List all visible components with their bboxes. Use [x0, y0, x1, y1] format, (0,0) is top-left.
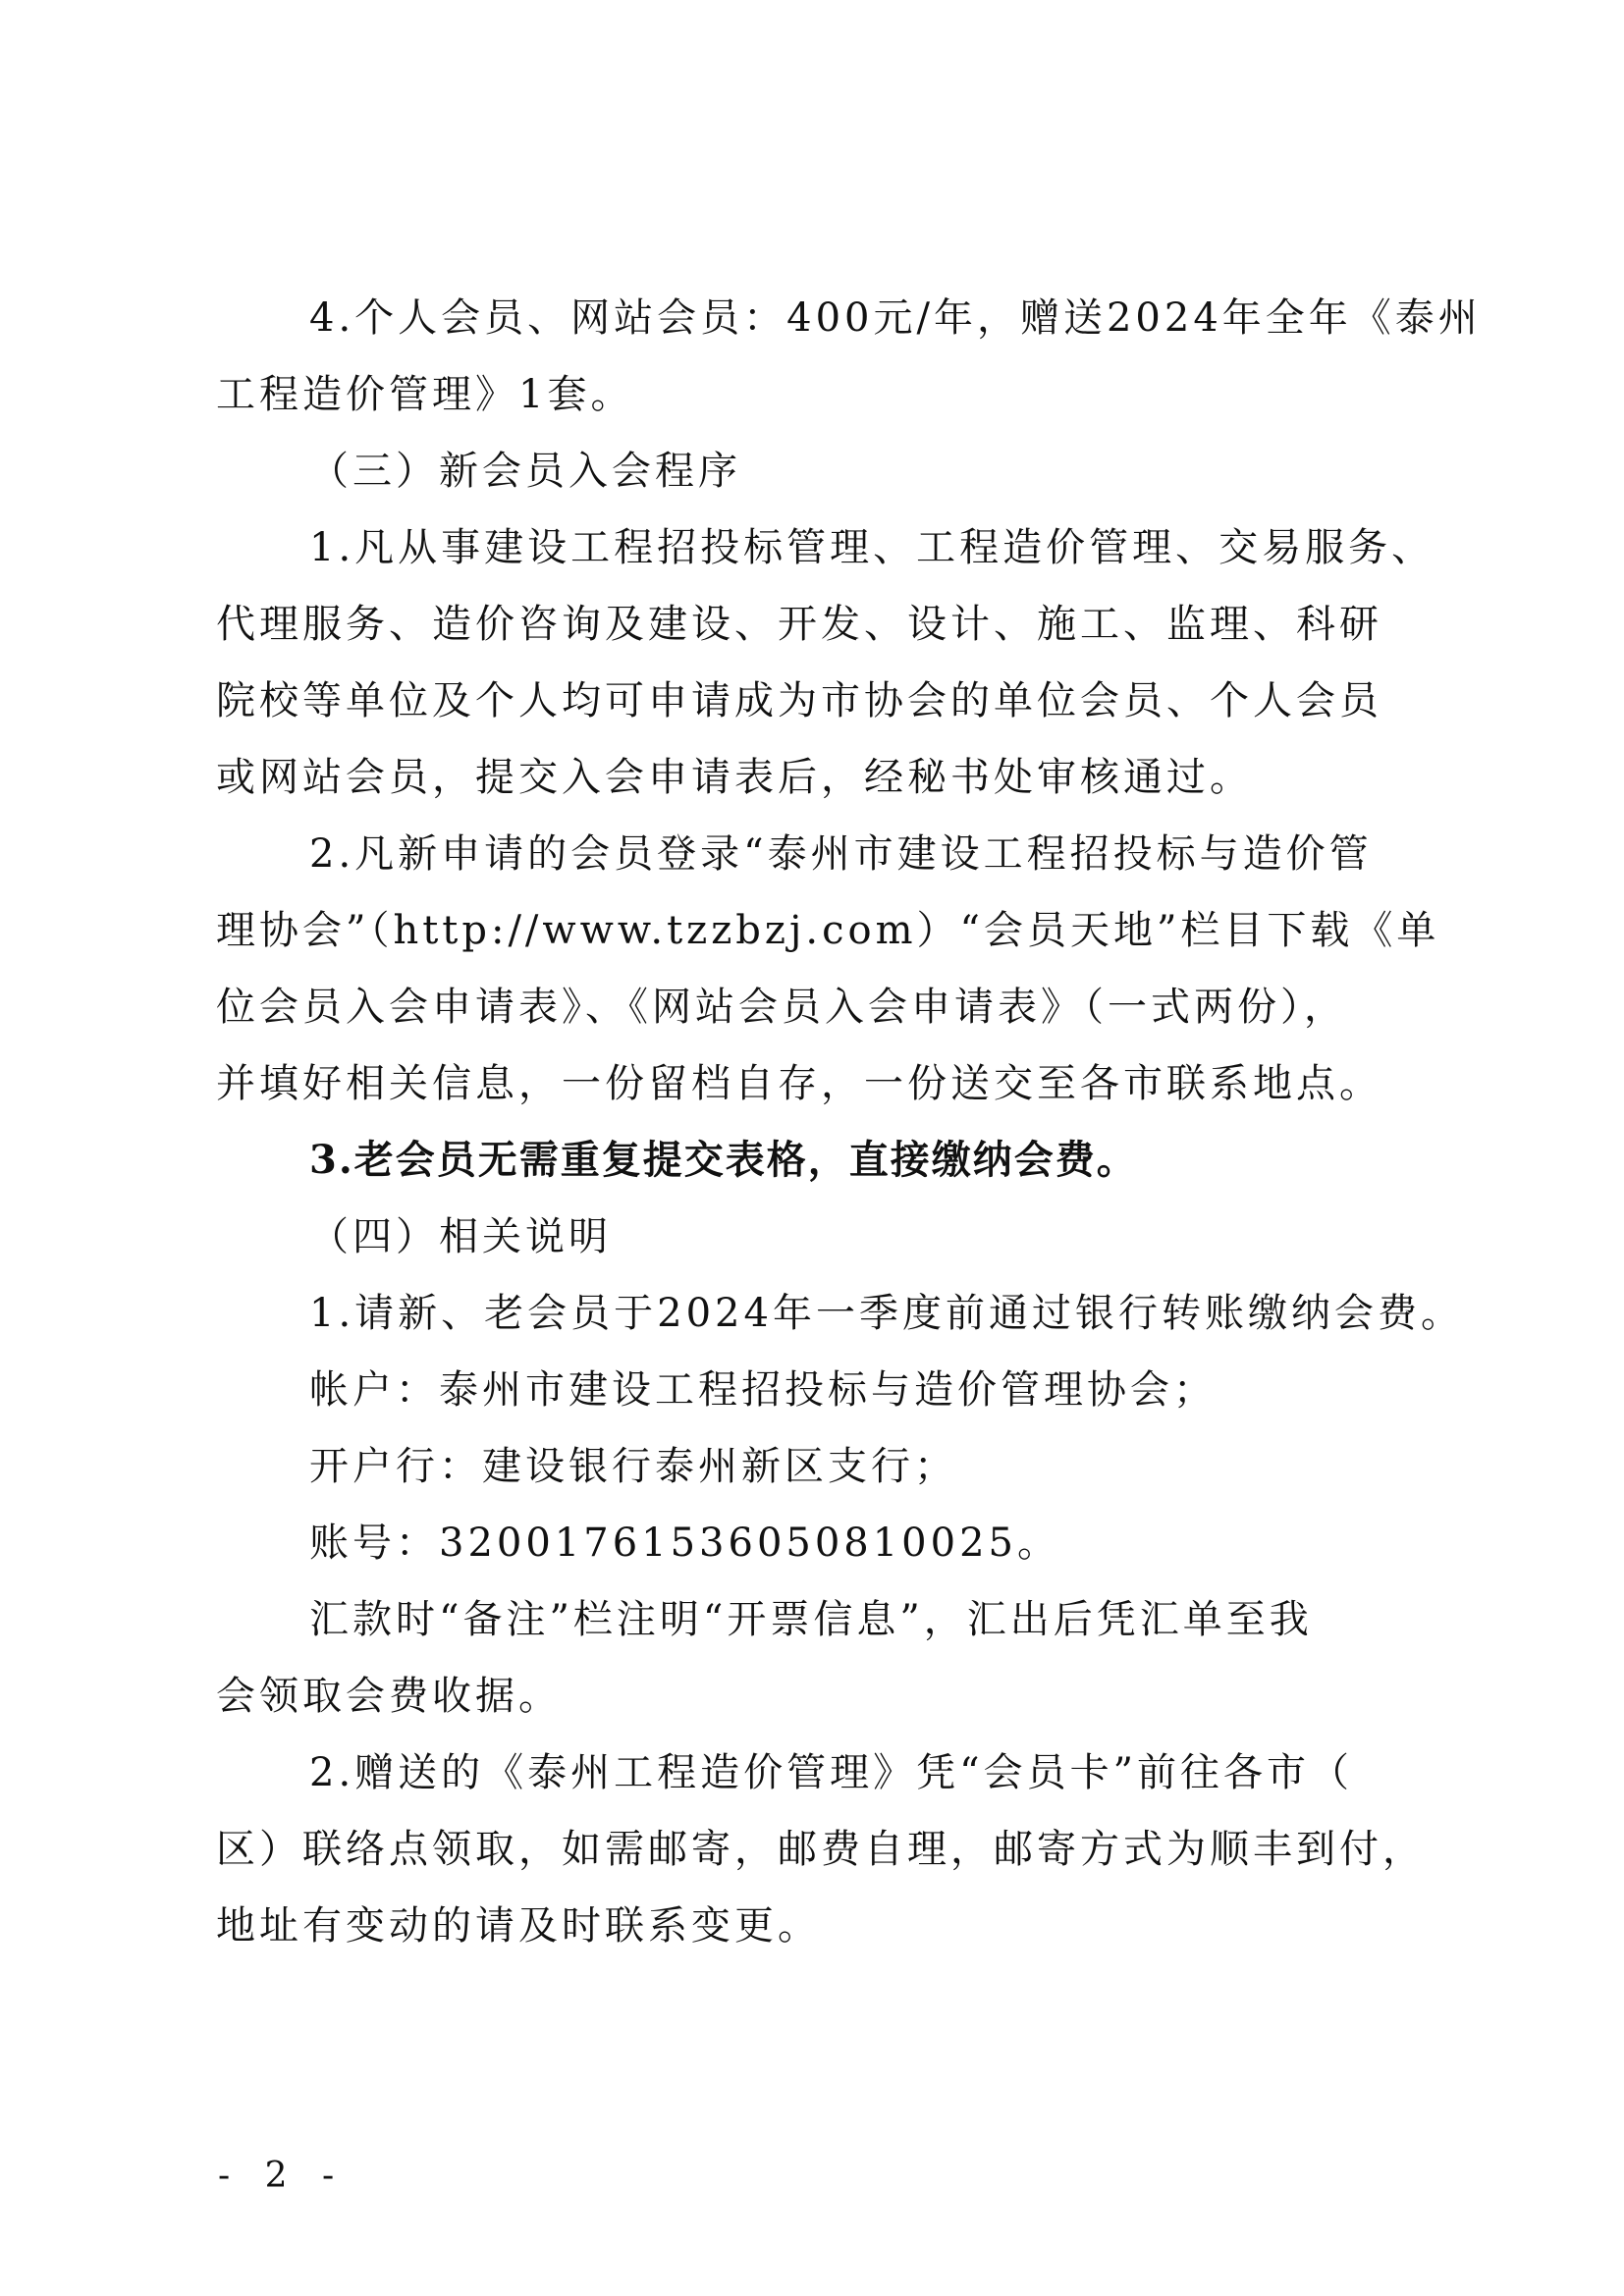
- paragraph-line: 并填好相关信息，一份留档自存，一份送交至各市联系地点。: [216, 1061, 1382, 1106]
- paragraph-line: 汇款时“备注”栏注明“开票信息”，汇出后凭汇单至我: [309, 1597, 1313, 1642]
- paragraph-line: 会领取会费收据。: [216, 1674, 562, 1719]
- paragraph-line: 代理服务、造价咨询及建设、开发、设计、施工、监理、科研: [216, 602, 1382, 647]
- section-heading: （三）新会员入会程序: [309, 449, 741, 494]
- paragraph-line: 位会员入会申请表》、《网站会员入会申请表》（一式两份），: [216, 985, 1347, 1030]
- paragraph-line: 1.请新、老会员于2024年一季度前通过银行转账缴纳会费。: [309, 1291, 1464, 1336]
- account-holder-line: 帐户：泰州市建设工程招投标与造价管理协会；: [309, 1367, 1217, 1413]
- paragraph-line: 1.凡从事建设工程招投标管理、工程造价管理、交易服务、: [309, 525, 1435, 570]
- paragraph-line: 院校等单位及个人均可申请成为市协会的单位会员、个人会员: [216, 678, 1382, 723]
- paragraph-line: 理协会”（http://www.tzzbzj.com）“会员天地”栏目下载《单: [216, 908, 1440, 953]
- paragraph-line: 或网站会员，提交入会申请表后，经秘书处审核通过。: [216, 755, 1253, 800]
- account-number-line: 账号：32001761536050810025。: [309, 1521, 1060, 1566]
- paragraph-line: 区）联络点领取，如需邮寄，邮费自理，邮寄方式为顺丰到付，: [216, 1827, 1426, 1872]
- paragraph-line: 2.凡新申请的会员登录“泰州市建设工程招投标与造价管: [309, 831, 1373, 877]
- page-number: - 2 -: [218, 2156, 347, 2196]
- paragraph-line: 4.个人会员、网站会员：400元/年，赠送2024年全年《泰州: [309, 295, 1482, 341]
- bold-notice-line: 3.老会员无需重复提交表格，直接缴纳会费。: [309, 1137, 1138, 1183]
- section-heading: （四）相关说明: [309, 1214, 612, 1259]
- paragraph-line: 工程造价管理》1套。: [216, 372, 634, 417]
- bank-line: 开户行：建设银行泰州新区支行；: [309, 1444, 957, 1489]
- paragraph-line: 地址有变动的请及时联系变更。: [216, 1903, 821, 1949]
- document-body: [216, 294, 1482, 1979]
- paragraph-line: 2.赠送的《泰州工程造价管理》凭“会员卡”前往各市（: [309, 1750, 1354, 1795]
